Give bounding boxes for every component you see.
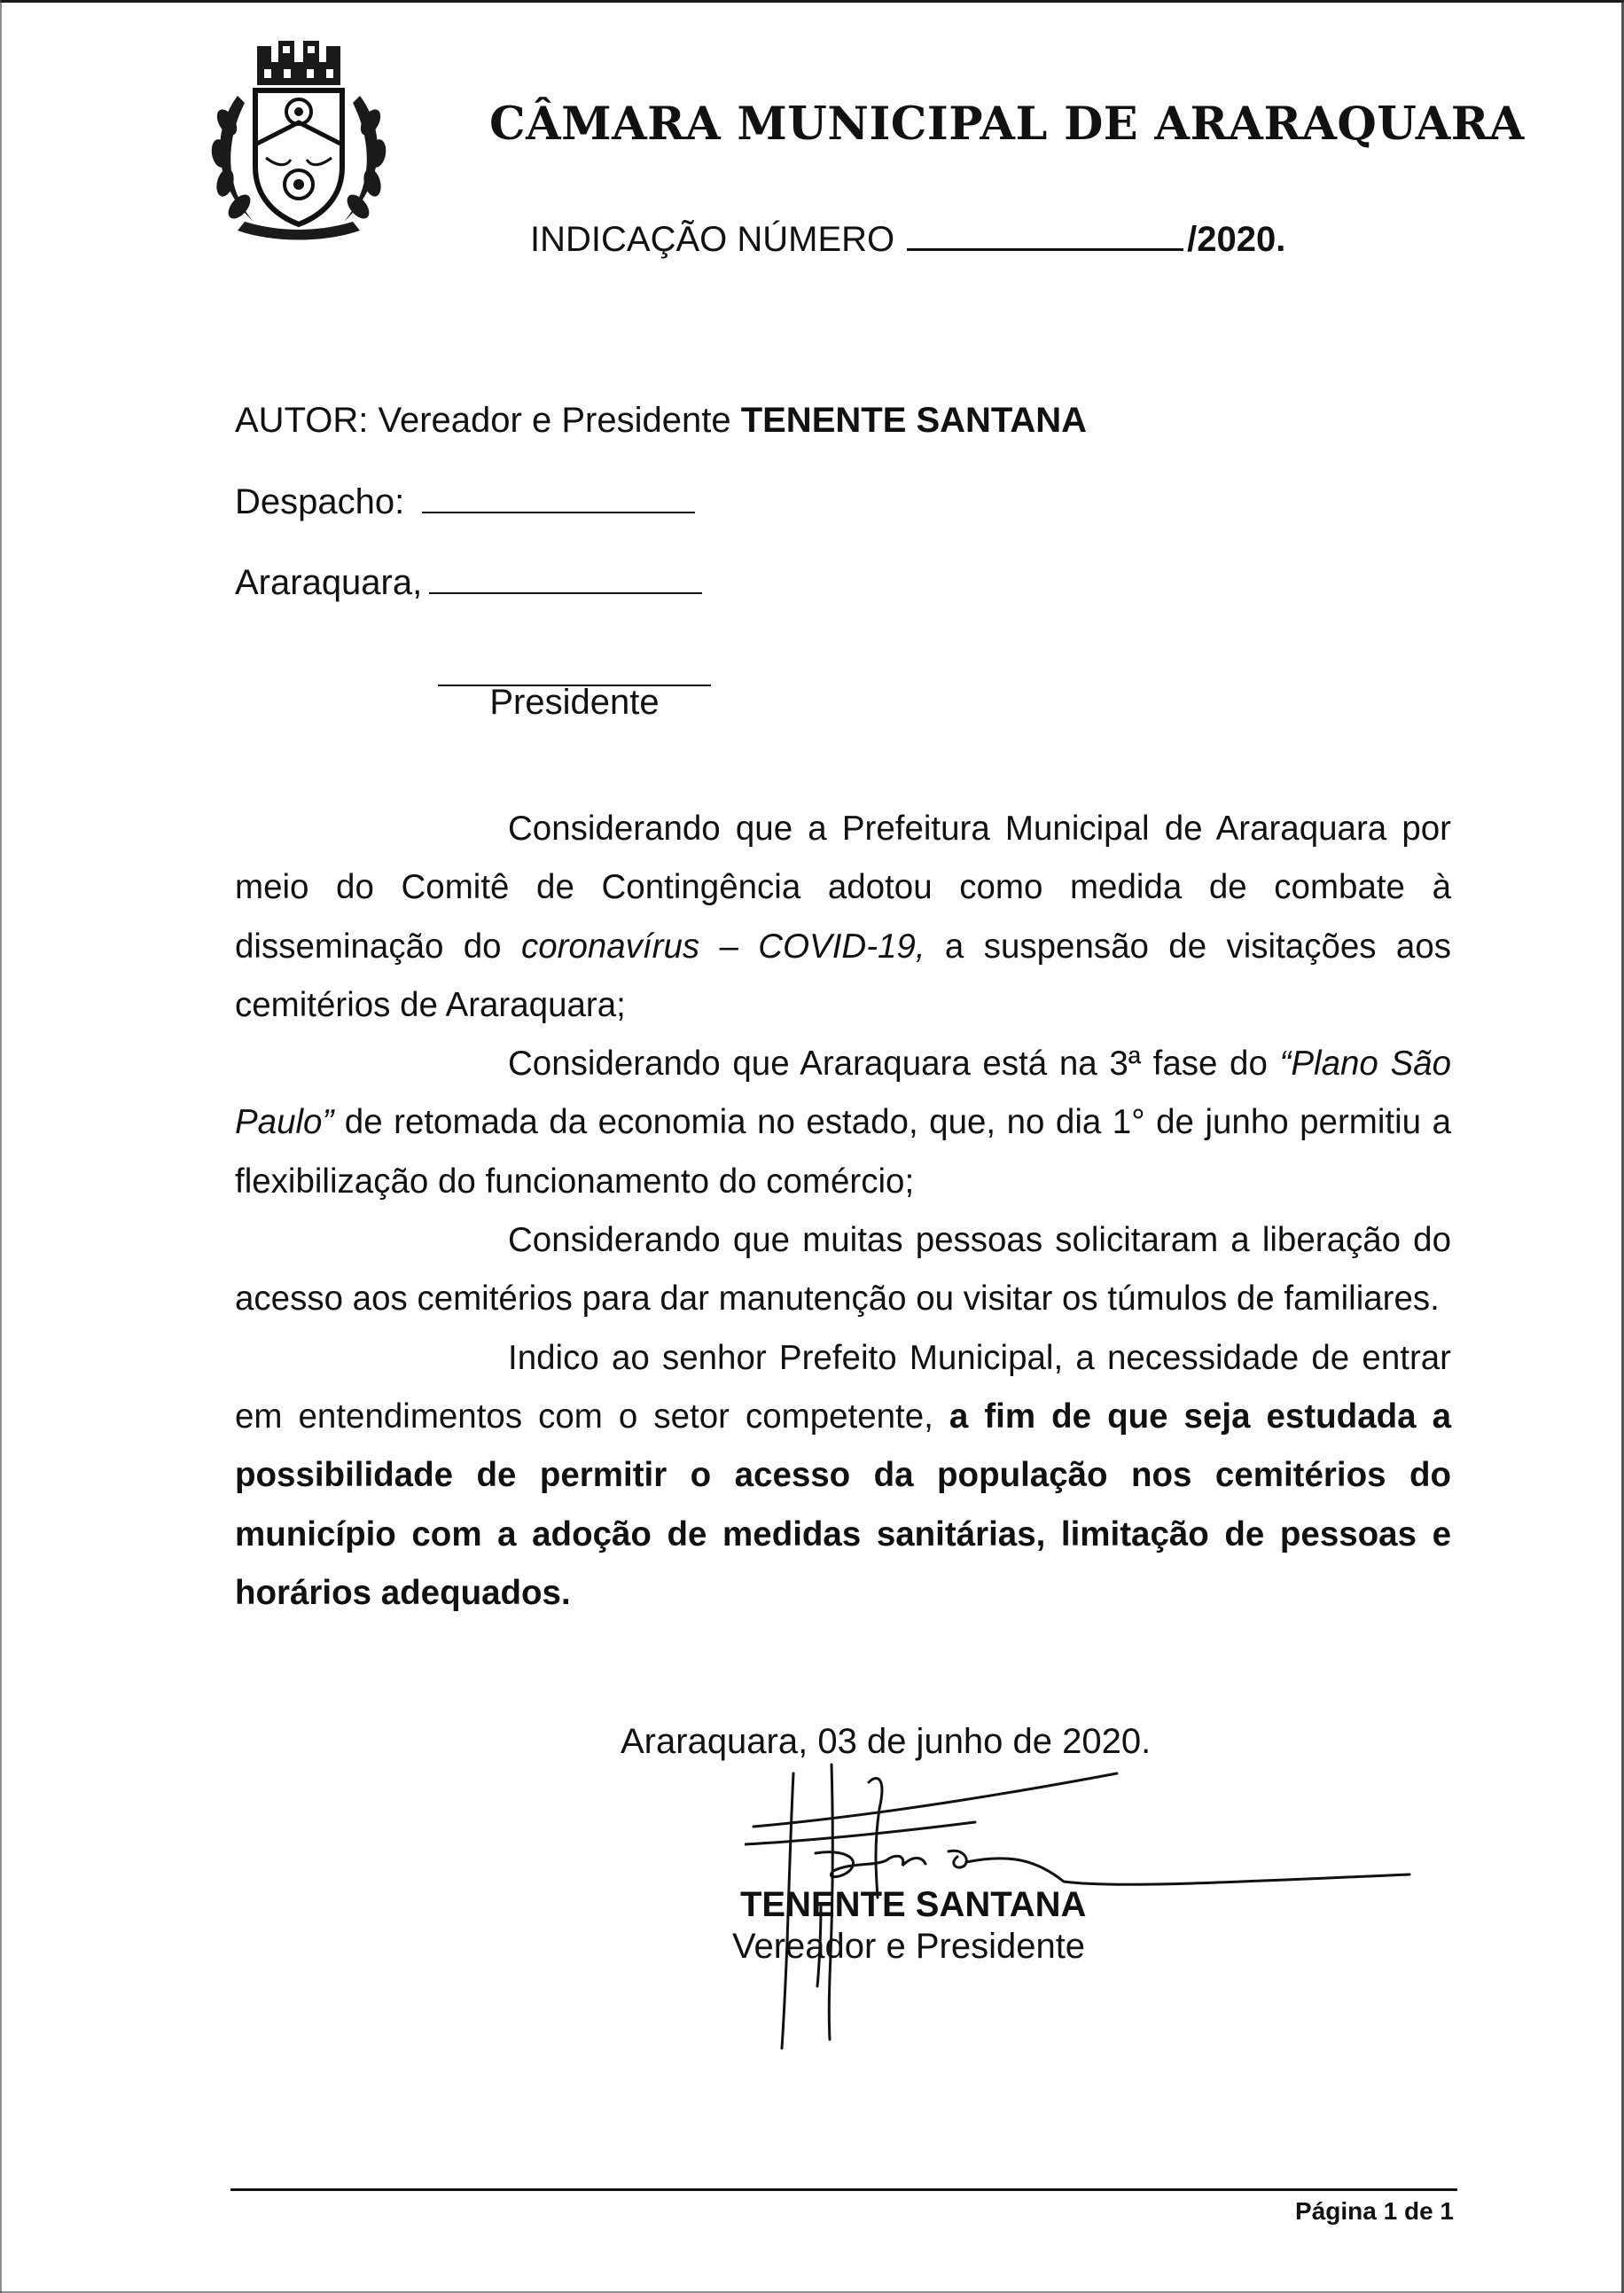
place-line bbox=[235, 560, 702, 603]
coat-of-arms-seal bbox=[202, 34, 395, 245]
author-label: AUTOR: bbox=[235, 401, 369, 440]
dispatch-blank bbox=[422, 480, 695, 513]
place-label: Araraquara, bbox=[235, 563, 423, 602]
author-name: TENENTE SANTANA bbox=[740, 401, 1088, 440]
signer-role: Vereador e Presidente bbox=[732, 1927, 1086, 1966]
scan-edge-top bbox=[0, 0, 1624, 3]
chamber-title: CÂMARA MUNICIPAL DE ARARAQUARA bbox=[489, 98, 1525, 151]
place-date: Araraquara, 03 de junho de 2020. bbox=[621, 1722, 1152, 1761]
paragraph-1: Considerando que a Prefeitura Municipal de Araraquara por meio do Comitê de Contingência adotou como medida de combate à disseminação do coronavírus – COVID-19, a suspensão de visitações aos cemitérios de Araraquara; bbox=[235, 810, 1451, 1024]
paragraph-4: Indico ao senhor Prefeito Municipal, a necessidade de entrar em entendimentos com o setor competente, a fim de que seja estudada a possibilidade de permitir o acesso da população nos cemitérios do município com a adoção de medidas sanitárias, limitação de pessoas e horários adequados. bbox=[235, 1338, 1451, 1612]
scan-edge-left bbox=[0, 0, 2, 2293]
paragraph-2: Considerando que Araraquara está na 3ª fase do “Plano São Paulo” de retomada da economia no estado, que, no dia 1° de junho permitiu a flexibilização do funcionamento do comércio; bbox=[235, 1045, 1451, 1201]
author-role: Vereador e Presidente bbox=[378, 401, 731, 440]
indication-number-blank bbox=[907, 215, 1183, 251]
paragraph-3: Considerando que muitas pessoas solicitaram a liberação do acesso aos cemitérios para dar manutenção ou visitar os túmulos de familiares. bbox=[235, 1221, 1451, 1319]
dispatch-line bbox=[235, 480, 695, 522]
indication-number-line bbox=[530, 215, 1285, 260]
place-blank bbox=[429, 560, 702, 594]
page-number: Página 1 de 1 bbox=[1295, 2197, 1454, 2225]
indication-body bbox=[235, 800, 1451, 1623]
president-label: Presidente bbox=[489, 683, 660, 722]
author-line bbox=[235, 401, 1087, 441]
indication-year: /2020. bbox=[1187, 220, 1286, 259]
indication-label: INDICAÇÃO NÚMERO bbox=[530, 220, 895, 259]
footer-rule bbox=[230, 2188, 1457, 2191]
signer-name: TENENTE SANTANA bbox=[740, 1885, 1087, 1924]
dispatch-label: Despacho: bbox=[235, 482, 405, 521]
